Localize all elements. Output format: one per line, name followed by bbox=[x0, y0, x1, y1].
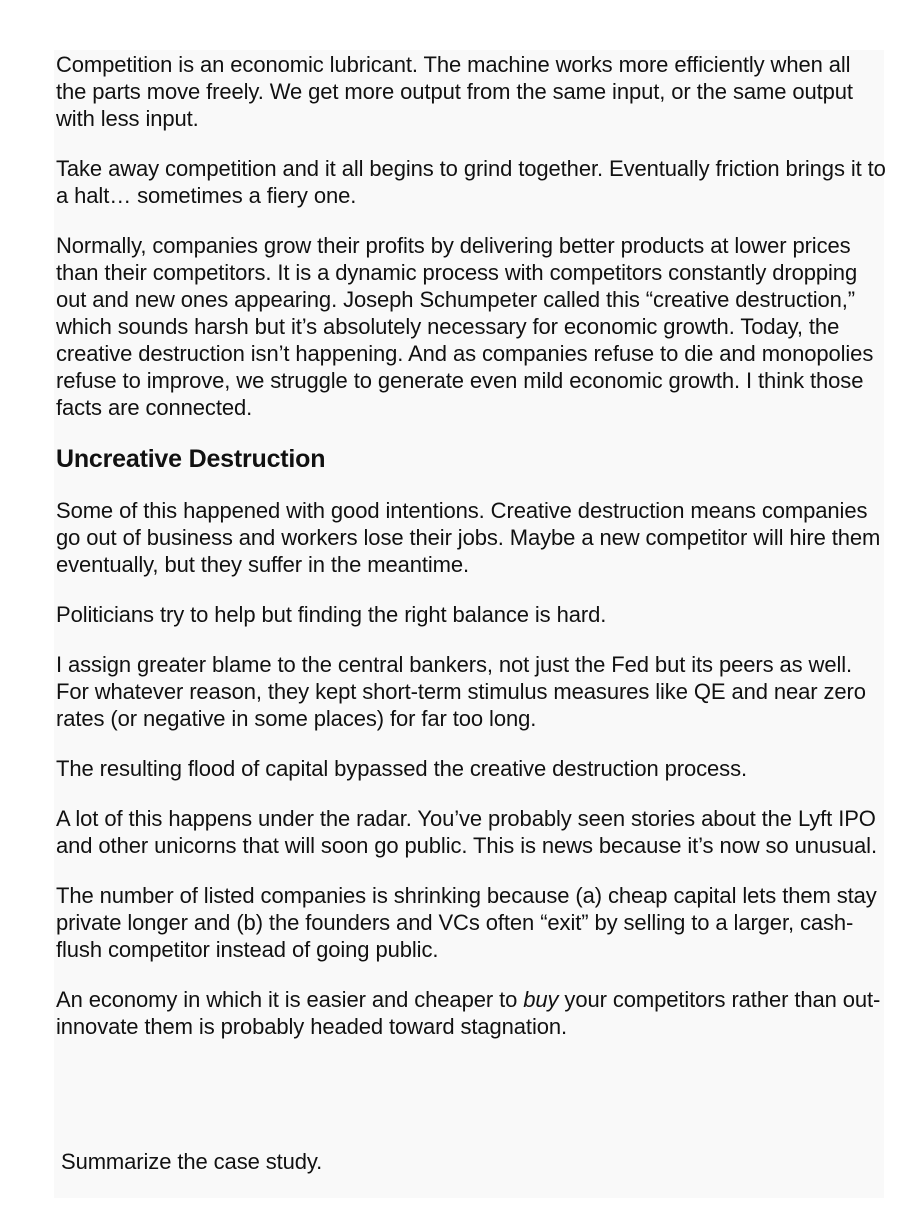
paragraph-4: Some of this happened with good intentions. Creative destruction means companies go out of business and workers lose their jobs. Maybe a new competitor will hire them eventually, but they suffer in the meantime. bbox=[56, 498, 881, 577]
paragraph-1: Competition is an economic lubricant. The machine works more efficiently when all the parts move freely. We get more output from the same input, or the same output with less input. bbox=[56, 52, 853, 131]
paragraph-8: A lot of this happens under the radar. You’ve probably seen stories about the Lyft IPO and other unicorns that will soon go public. This is news because it’s now so unusual. bbox=[56, 806, 877, 858]
article bbox=[56, 51, 886, 1063]
prompt-text: Summarize the case study. bbox=[61, 1149, 323, 1174]
paragraph-2: Take away competition and it all begins to grind together. Eventually friction brings it to a halt… sometimes a fiery one. bbox=[56, 156, 886, 208]
paragraph-3: Normally, companies grow their profits by delivering better products at lower prices than their competitors. It is a dynamic process with competitors constantly dropping out and new ones appearing. Joseph Schumpeter called this “creative destruction,” which sounds harsh but it’s absolutely necessary for economic growth. Today, the creative destruction isn’t happening. And as companies refuse to die and monopolies refuse to improve, we struggle to generate even mild economic growth. I think those facts are connected. bbox=[56, 233, 874, 420]
paragraph-5: Politicians try to help but finding the right balance is hard. bbox=[56, 602, 607, 627]
paragraph-9: The number of listed companies is shrinking because (a) cheap capital lets them stay private longer and (b) the founders and VCs often “exit” by selling to a larger, cash-flush competitor instead of going public. bbox=[56, 883, 877, 962]
section-heading: Uncreative Destruction bbox=[56, 445, 326, 473]
paragraph-10-start: An economy in which it is easier and cheaper to bbox=[56, 987, 524, 1012]
paragraph-6: I assign greater blame to the central bankers, not just the Fed but its peers as well. For whatever reason, they kept short-term stimulus measures like QE and near zero rates (or negative in some places) for far too long. bbox=[56, 652, 866, 731]
paragraph-10-end: your competitors rather than out-innovate them is probably headed toward stagnation. bbox=[56, 987, 881, 1039]
paragraph-10 bbox=[56, 986, 886, 1040]
paragraph-7: The resulting flood of capital bypassed the creative destruction process. bbox=[56, 756, 747, 781]
emphasis-buy: buy bbox=[523, 987, 559, 1012]
